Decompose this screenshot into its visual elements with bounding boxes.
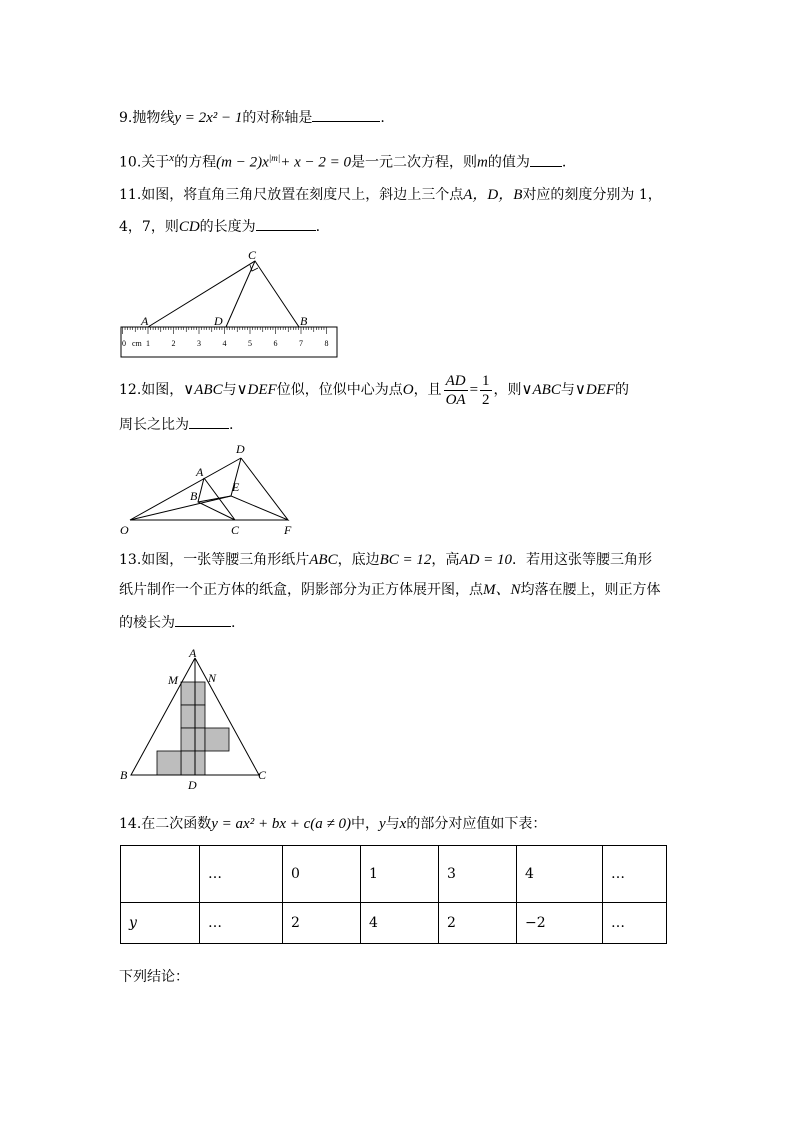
question-10: 10.关于$^x$的方程$(m - 2)x^{|m|}+ x - 2 = 0$是一元二次方程，则m的值为 . xyxy=(119,152,567,171)
label-b: B xyxy=(190,489,198,503)
label-d: D xyxy=(188,778,197,792)
label-d: D xyxy=(214,314,223,328)
ruler-label-2: 2 xyxy=(171,339,176,348)
q13-answer-blank[interactable] xyxy=(175,612,231,627)
label-f: F xyxy=(284,523,292,537)
question-9: 9.抛物线y = 2x² − 1的对称轴是 . xyxy=(119,107,385,128)
table-cell: … xyxy=(200,846,283,903)
label-e: E xyxy=(232,480,240,494)
table-cell: 4 xyxy=(517,846,603,903)
question-11-line2: 4，7，则CD的长度为 . xyxy=(119,216,320,237)
ruler-label-8: 8 xyxy=(324,339,329,348)
ruler-label-5: 5 xyxy=(248,339,252,348)
q12-answer-blank[interactable] xyxy=(189,414,229,429)
ruler-label-0: 0 xyxy=(122,339,126,348)
line-be xyxy=(198,496,231,502)
table-cell: 4 xyxy=(361,903,439,944)
table-cell: … xyxy=(200,903,283,944)
label-n: N xyxy=(208,671,217,685)
q11-answer-blank[interactable] xyxy=(256,216,316,231)
fraction-ad-oa: $\frac{AD}{OA}$ xyxy=(445,372,466,408)
ruler-unit: cm xyxy=(132,339,142,348)
cube-net xyxy=(157,682,229,775)
table-cell: … xyxy=(603,846,667,903)
table-row-y xyxy=(121,903,667,944)
q9-prefix: 9.抛物线 xyxy=(119,110,175,126)
q9-formula: y = 2x² − 1 xyxy=(174,110,243,126)
ruler-label-6: 6 xyxy=(273,339,278,348)
line-oe xyxy=(130,496,231,520)
ruler-label-1: 1 xyxy=(146,339,150,348)
label-d: D xyxy=(236,442,245,456)
question-12-line1: 12.如图，∨ABC与∨DEF位似，位似中心为点O，且 $\frac{AD}{OA}$ = $\frac{1}{2}$ ，则∨ABC与∨DEF的 xyxy=(119,372,629,408)
label-a: A xyxy=(196,465,204,479)
label-c: C xyxy=(258,768,267,782)
table-cell: 1 xyxy=(361,846,439,903)
label-b: B xyxy=(300,314,308,328)
question-13-line2: 纸片制作一个正方体的纸盒，阴影部分为正方体展开图，点M、N均落在腰上，则正方体 xyxy=(119,582,661,598)
table-cell: y xyxy=(121,903,200,944)
label-o: O xyxy=(120,523,129,537)
table-cell: 3 xyxy=(439,846,517,903)
question-13-line1: 13.如图，一张等腰三角形纸片ABC，底边BC = 12，高AD = 10．若用这张等腰三角形 xyxy=(119,552,653,568)
question-12-line2: 周长之比为 . xyxy=(119,414,233,435)
table-cell: … xyxy=(603,903,667,944)
label-c: C xyxy=(248,248,257,262)
segment-cd xyxy=(226,261,255,327)
figure-13-cube-net xyxy=(118,644,273,792)
table-cell: 2 xyxy=(283,903,361,944)
label-a: A xyxy=(141,314,149,328)
label-m: M xyxy=(168,673,178,687)
question-13-line3: 的棱长为 . xyxy=(119,612,235,633)
label-c: C xyxy=(231,523,240,537)
ruler-label-7: 7 xyxy=(299,339,303,348)
q10-formula: (m − 2)x xyxy=(216,154,269,171)
figure-12-homothety xyxy=(118,438,308,540)
table-cell: 2 xyxy=(439,903,517,944)
line-od xyxy=(130,458,241,520)
table-cell: 0 xyxy=(283,846,361,903)
table-row-x xyxy=(121,846,667,903)
fraction-one-half: $\frac{1}{2}$ xyxy=(482,372,490,408)
table-cell xyxy=(121,846,200,903)
triangle-def xyxy=(231,458,288,520)
ruler-label-4: 4 xyxy=(222,339,227,348)
label-a: A xyxy=(189,646,197,660)
question-14: 14.在二次函数y = ax² + bx + c(a ≠ 0)中，y与x的部分对应值如下表： xyxy=(119,816,547,832)
figure-11-ruler-triangle xyxy=(118,246,342,362)
footer-conclusions: 下列结论： xyxy=(119,969,189,985)
ruler xyxy=(121,327,337,357)
q10-answer-blank[interactable] xyxy=(530,152,562,167)
q9-suffix: 的对称轴是 xyxy=(242,110,313,126)
label-b: B xyxy=(120,768,128,782)
ruler-label-3: 3 xyxy=(197,339,201,348)
question-11-line1: 11.如图，将直角三角尺放置在刻度尺上，斜边上三个点A，D，B对应的刻度分别为 1， xyxy=(119,187,662,203)
triangle-abc xyxy=(148,261,299,327)
q9-answer-blank[interactable] xyxy=(312,107,380,122)
table-cell: −2 xyxy=(517,903,603,944)
value-table xyxy=(120,845,667,944)
